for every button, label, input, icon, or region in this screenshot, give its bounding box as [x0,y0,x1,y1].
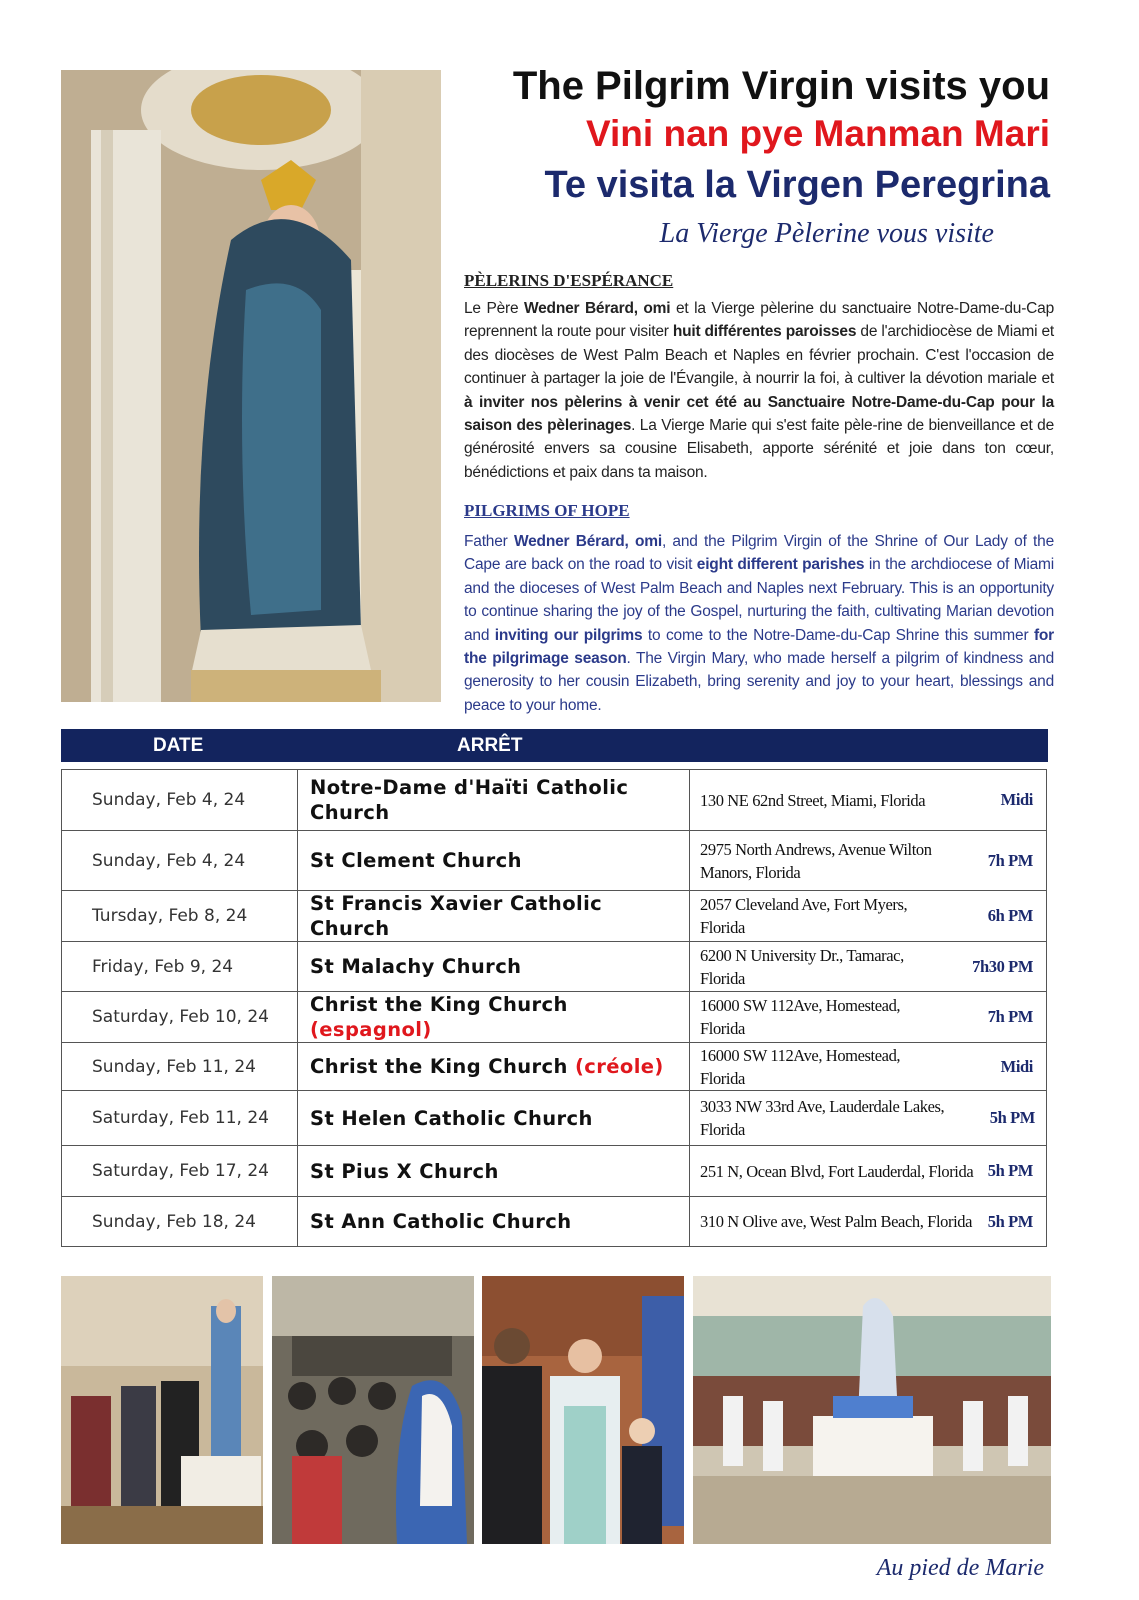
row-date: Saturday, Feb 10, 24 [62,992,298,1043]
paragraph-french: Le Père Wedner Bérard, omi et la Vierge pèlerine du sanctuaire Notre-Dame-du-Cap reprennent la route pour visiter huit différentes paroisses de l'archidiocèse de Miami et des diocèses de West Palm Beach et Naples en février prochain. C'est l'occasion de continuer à partager la joie de l'Évangile, à nourrir la foi, à cultiver la dévotion mariale et à inviter nos pèlerins à venir cet été au Sanctuaire Notre-Dame-du-Cap pour la saison des pèlerinages. La Vierge Marie qui s'est faite pèle-rine de bienveillance et de générosité envers sa cousine Elisabeth, apporte sérénité et joie dans ton cœur, bénédictions et paix dans ta maison. [464,300,1055,481]
row-address: 6200 N University Dr., Tamarac, Florida [700,945,904,988]
table-row [62,1197,1047,1247]
row-place: St Ann Catholic Church [298,1197,690,1247]
table-row [62,891,1047,942]
event-photo-3 [482,1276,684,1544]
schedule-table [61,769,1047,1247]
row-date: Friday, Feb 9, 24 [62,942,298,992]
row-time: 5h PM [987,1161,1033,1180]
row-time: 7h30 PM [972,956,1033,976]
title-spanish: Te visita la Virgen Peregrina [544,164,1050,206]
row-address: 251 N, Ocean Blvd, Fort Lauderdal, Florida [700,1161,974,1181]
title-english: The Pilgrim Virgin visits you [512,64,1050,108]
row-place: St Clement Church [298,831,690,891]
title-french: La Vierge Pèlerine vous visite [659,218,994,249]
table-row [62,1043,1047,1091]
row-date: Sunday, Feb 4, 24 [62,831,298,891]
row-place: Notre-Dame d'Haïti Catholic Church [298,770,690,831]
row-date: Saturday, Feb 17, 24 [62,1146,298,1197]
row-address: 310 N Olive ave, West Palm Beach, Florida [700,1212,973,1231]
schedule-header [61,729,1048,762]
row-place: Christ the King Church (espagnol) [298,992,690,1043]
table-row [62,1146,1047,1197]
event-photo-1 [61,1276,263,1544]
event-photo-2 [272,1276,474,1544]
table-row [62,770,1047,831]
row-date: Sunday, Feb 18, 24 [62,1197,298,1247]
statue-photo [61,70,441,702]
row-time: 5h PM [989,1108,1035,1127]
footer-signature: Au pied de Marie [876,1555,1044,1581]
row-place: Christ the King Church (créole) [298,1043,690,1091]
row-time: 5h PM [987,1211,1033,1231]
language-note: (espagnol) [310,1018,432,1041]
title-creole: Vini nan pye Manman Mari [586,113,1050,154]
row-time: Midi [1000,790,1033,809]
row-place: St Helen Catholic Church [298,1091,690,1146]
event-photo-4 [693,1276,1051,1544]
column-stop: ARRÊT [457,735,523,756]
language-note: (créole) [575,1055,664,1078]
row-place: St Francis Xavier Catholic Church [298,891,690,942]
heading-english: PILGRIMS OF HOPE [464,501,630,520]
table-row [62,942,1047,992]
paragraph-english: Father Wedner Bérard, omi, and the Pilgrim Virgin of the Shrine of Our Lady of the Cape are back on the road to visit eight different parishes in the archdiocese of Miami and the dioceses of West Palm Beach and Naples next February. This is an opportunity to continue sharing the joy of the Gospel, nurturing the faith, cultivating Marian devotion and inviting our pilgrims to come to the Notre-Dame-du-Cap Shrine this summer for the pilgrimage season. The Virgin Mary, who made herself a pilgrim of kindness and generosity to her cousin Elizabeth, bring serenity and joy to your heart, blessings and peace to your home. [464,533,1054,714]
row-address: 130 NE 62nd Street, Miami, Florida [700,790,926,810]
column-date: DATE [153,735,204,756]
row-date: Saturday, Feb 11, 24 [62,1091,298,1146]
row-place: St Malachy Church [298,942,690,992]
row-date: Sunday, Feb 11, 24 [62,1043,298,1091]
row-time: Midi [1000,1056,1033,1076]
row-time: 7h PM [987,850,1033,870]
table-row [62,1091,1047,1146]
row-place: St Pius X Church [298,1146,690,1197]
table-row [62,831,1047,891]
table-row [62,992,1047,1043]
row-address: 16000 SW 112Ave, Homestead, Florida [700,996,901,1038]
row-time: 7h PM [987,1007,1033,1026]
row-time: 6h PM [987,906,1033,925]
row-address: 2057 Cleveland Ave, Fort Myers, Florida [700,895,908,937]
row-address: 16000 SW 112Ave, Homestead, Florida [700,1045,901,1088]
row-address: 2975 North Andrews, Avenue Wilton Manors, Florida [700,839,932,882]
row-address: 3033 NW 33rd Ave, Lauderdale Lakes, Florida [700,1097,945,1139]
row-date: Sunday, Feb 4, 24 [62,770,298,831]
heading-french: PÈLERINS D'ESPÉRANCE [464,271,674,290]
row-date: Tursday, Feb 8, 24 [62,891,298,942]
